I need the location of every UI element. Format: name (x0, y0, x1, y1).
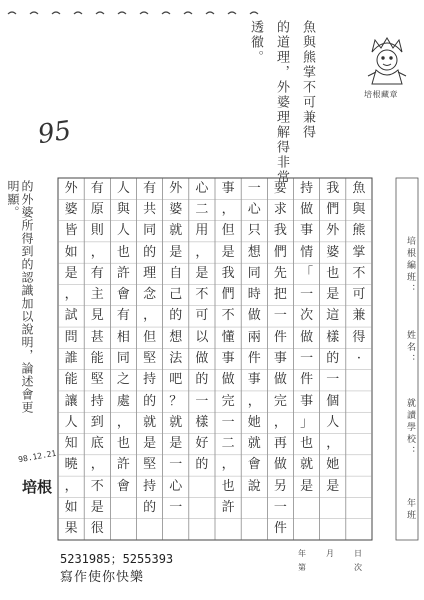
footer-slogan: 寫作使你快樂 (60, 570, 145, 585)
label-school: 就讀學校： (405, 398, 415, 458)
essay-char: 個 (326, 393, 340, 409)
essay-char: 之 (116, 372, 130, 388)
essay-char: 原 (90, 201, 104, 217)
essay-char: 二 (195, 201, 209, 217)
essay-char: 這 (326, 308, 340, 324)
essay-char: 我 (326, 180, 340, 196)
essay-char: 件 (273, 329, 287, 345)
essay-char: ， (221, 201, 235, 217)
essay-char: 的 (326, 351, 340, 366)
essay-char: 誰 (64, 351, 78, 366)
essay-char: 件 (300, 372, 314, 388)
essay-char: 不 (352, 265, 366, 281)
essay-char: ， (143, 308, 157, 324)
essay-char: ？ (169, 393, 183, 409)
essay-char: 人 (116, 223, 130, 239)
essay-char: 也 (116, 436, 130, 452)
essay-char: 好 (195, 436, 209, 452)
essay-char: ， (195, 244, 209, 260)
essay-char: 婆 (169, 201, 183, 217)
left-margin-comment: 的外婆所得到的認識加以說明，論述會更明顯。 (6, 180, 34, 414)
essay-char: 兩 (247, 329, 261, 345)
essay-char: 」 (300, 414, 314, 430)
essay-char: 時 (247, 287, 261, 303)
essay-char: ， (64, 478, 78, 494)
date-ci: 次 (354, 563, 362, 572)
essay-char: 不 (195, 287, 209, 303)
essay-char: 做 (247, 308, 261, 324)
essay-char: ， (221, 457, 235, 473)
essay-char: ， (247, 393, 261, 409)
essay-char: 外 (169, 180, 183, 196)
essay-char: 與 (352, 201, 366, 217)
essay-char: 熊 (352, 223, 366, 239)
label-name: 姓名： (405, 330, 415, 366)
essay-char: 做 (300, 329, 314, 345)
essay-char: 是 (326, 478, 340, 494)
essay-char: 兼 (352, 308, 366, 324)
teacher-comment-line-3: 透徹。 (248, 20, 263, 65)
essay-char: 把 (273, 287, 287, 303)
essay-char: 也 (326, 265, 340, 281)
essay-char: 的 (169, 308, 183, 324)
essay-char: 心 (247, 201, 261, 217)
essay-char: 如 (64, 500, 78, 516)
essay-char: 人 (64, 414, 78, 430)
essay-char: 能 (64, 372, 78, 388)
essay-char: 堅 (143, 457, 157, 473)
teacher-comment-line-2: 的道理，外婆理解得非常 (274, 20, 289, 185)
essay-char: 有 (90, 180, 104, 196)
essay-char: 事 (273, 351, 287, 366)
essay-char: 可 (195, 308, 209, 324)
essay-char: 樣 (326, 329, 340, 345)
essay-char: ， (326, 436, 340, 452)
essay-char: 能 (90, 351, 104, 366)
essay-char: 曉 (64, 457, 78, 473)
essay-char: 許 (116, 265, 130, 281)
essay-char: 與 (116, 201, 130, 217)
essay-char: 婆 (326, 244, 340, 260)
essay-char: 念 (143, 287, 157, 303)
essay-char: 我 (273, 223, 287, 239)
essay-char: 就 (169, 223, 183, 239)
essay-char: 做 (195, 351, 209, 366)
essay-char: 想 (169, 329, 183, 345)
essay-char: 是 (64, 265, 78, 281)
essay-char: 會 (247, 457, 261, 473)
essay-char: 她 (247, 414, 261, 430)
label-branch: 培根編班： (405, 236, 415, 296)
essay-char: 持 (143, 372, 157, 388)
essay-char: · (356, 351, 361, 366)
essay-char: 吧 (169, 372, 183, 388)
left-margin-date: 98.12.21 (17, 448, 58, 465)
essay-char: 許 (116, 457, 130, 473)
essay-char: 做 (273, 457, 287, 473)
essay-char: 很 (90, 521, 104, 537)
essay-char: 相 (116, 329, 130, 345)
essay-char: 一 (326, 372, 340, 388)
essay-char: 做 (273, 372, 287, 388)
essay-char: 事 (221, 351, 235, 366)
essay-char: 懂 (221, 329, 235, 345)
essay-char: 掌 (352, 244, 366, 260)
essay-char: 另 (273, 478, 287, 494)
essay-char: 二 (221, 436, 235, 452)
essay-char: 心 (169, 478, 183, 494)
essay-char: 說 (247, 478, 261, 494)
essay-char: 堅 (90, 372, 104, 388)
essay-char: 也 (116, 244, 130, 260)
essay-char: 再 (273, 436, 287, 452)
essay-char: 樣 (195, 414, 209, 430)
essay-char: 次 (300, 308, 314, 324)
essay-char: 一 (169, 457, 183, 473)
essay-char: 但 (143, 329, 157, 345)
teacher-signature: 培根 (22, 478, 53, 496)
essay-char: 是 (326, 287, 340, 303)
essay-char: 完 (273, 393, 287, 409)
footer-phone: 5231985；5255393 (60, 552, 174, 566)
essay-char: 主 (90, 287, 104, 303)
essay-char: 們 (221, 287, 235, 303)
essay-char: ， (64, 287, 78, 303)
essay-char: 理 (143, 265, 157, 281)
date-month: 月 (326, 549, 334, 558)
essay-char: 一 (169, 500, 183, 516)
essay-char: 想 (247, 244, 261, 260)
essay-char: 們 (326, 201, 340, 217)
essay-char: 求 (273, 201, 287, 217)
essay-char: 有 (90, 265, 104, 281)
essay-char: 一 (247, 180, 261, 196)
essay-char: 用 (195, 223, 209, 239)
date-day: 日 (354, 549, 362, 558)
essay-char: ， (90, 457, 104, 473)
essay-char: 情 (300, 244, 314, 260)
essay-char: 一 (195, 393, 209, 409)
essay-char: 是 (195, 265, 209, 281)
essay-char: 做 (221, 372, 235, 388)
essay-char: 是 (169, 436, 183, 452)
essay-char: 是 (300, 478, 314, 494)
essay-char: 的 (143, 393, 157, 409)
essay-char: 事 (221, 180, 235, 196)
essay-char: 一 (300, 351, 314, 366)
essay-char: 魚 (352, 180, 366, 196)
essay-char: 外 (64, 180, 78, 196)
essay-char: 知 (64, 436, 78, 452)
essay-char: 先 (273, 265, 287, 281)
essay-char: 的 (195, 372, 209, 388)
essay-char: 到 (90, 414, 104, 430)
essay-char: 問 (64, 329, 78, 345)
essay-char: 件 (273, 521, 287, 537)
essay-char: 底 (90, 436, 104, 452)
essay-char: 她 (326, 457, 340, 473)
essay-char: 有 (116, 308, 130, 324)
essay-char: 一 (221, 414, 235, 430)
essay-char: ， (273, 414, 287, 430)
essay-char: 人 (326, 414, 340, 430)
essay-char: ， (90, 244, 104, 260)
essay-char: 法 (169, 351, 183, 366)
mascot-label: 培根藏章 (364, 90, 398, 99)
essay-char: ， (116, 414, 130, 430)
essay-char: 要 (273, 180, 287, 196)
date-year: 年 (298, 549, 306, 558)
essay-char: 只 (247, 223, 261, 239)
essay-char: 有 (143, 180, 157, 196)
essay-char: 處 (116, 393, 130, 409)
essay-char: 外 (326, 223, 340, 239)
essay-char: 甚 (90, 329, 104, 345)
essay-char: 一 (273, 500, 287, 516)
essay-char: 件 (247, 351, 261, 366)
score: 95 (36, 115, 74, 151)
essay-char: 同 (143, 223, 157, 239)
essay-char: 己 (169, 287, 183, 303)
essay-char: 不 (221, 308, 235, 324)
essay-char: 以 (195, 329, 209, 345)
essay-char: 會 (116, 478, 130, 494)
essay-char: 的 (143, 500, 157, 516)
essay-char: 事 (247, 372, 261, 388)
essay-char: 果 (64, 521, 78, 537)
label-grade: 年班 (405, 498, 415, 522)
essay-char: 則 (90, 223, 104, 239)
essay-char: 做 (300, 201, 314, 217)
essay-char: 完 (221, 393, 235, 409)
essay-char: 我 (221, 265, 235, 281)
essay-char: 可 (352, 287, 366, 303)
essay-char: 事 (300, 223, 314, 239)
essay-char: 的 (195, 457, 209, 473)
essay-char: 見 (90, 308, 104, 324)
teacher-comment-line-1: 魚與熊掌不可兼得 (300, 20, 315, 140)
essay-char: 試 (64, 308, 78, 324)
essay-char: 就 (143, 414, 157, 430)
essay-char: 讓 (64, 393, 78, 409)
essay-char: 同 (116, 351, 130, 366)
essay-char: 是 (221, 244, 235, 260)
essay-char: 是 (143, 436, 157, 452)
essay-char: 事 (300, 393, 314, 409)
essay-char: 堅 (143, 351, 157, 366)
essay-char: 得 (352, 329, 366, 345)
essay-char: 如 (64, 244, 78, 260)
date-di: 第 (298, 563, 306, 572)
essay-char: 持 (90, 393, 104, 409)
essay-char: 也 (300, 436, 314, 452)
essay-char: 的 (143, 244, 157, 260)
essay-char: 就 (300, 457, 314, 473)
essay-char: 不 (90, 478, 104, 494)
essay-char: 一 (273, 308, 287, 324)
essay-char: 皆 (64, 223, 78, 239)
essay-char: 會 (116, 287, 130, 303)
essay-char: 同 (247, 265, 261, 281)
essay-char: 就 (169, 414, 183, 430)
essay-char: 持 (300, 180, 314, 196)
essay-char: 是 (169, 244, 183, 260)
essay-char: 婆 (64, 201, 78, 217)
essay-char: 一 (300, 287, 314, 303)
essay-char: 心 (195, 180, 209, 196)
essay-char: 「 (300, 265, 314, 281)
essay-char: 共 (143, 201, 157, 217)
essay-char: 自 (169, 265, 183, 281)
essay-char: 但 (221, 223, 235, 239)
essay-char: 也 (221, 478, 235, 494)
essay-char: 是 (90, 500, 104, 516)
essay-char: 人 (116, 180, 130, 196)
essay-char: 們 (273, 244, 287, 260)
essay-char: 就 (247, 436, 261, 452)
essay-char: 持 (143, 478, 157, 494)
essay-char: 許 (221, 500, 235, 516)
